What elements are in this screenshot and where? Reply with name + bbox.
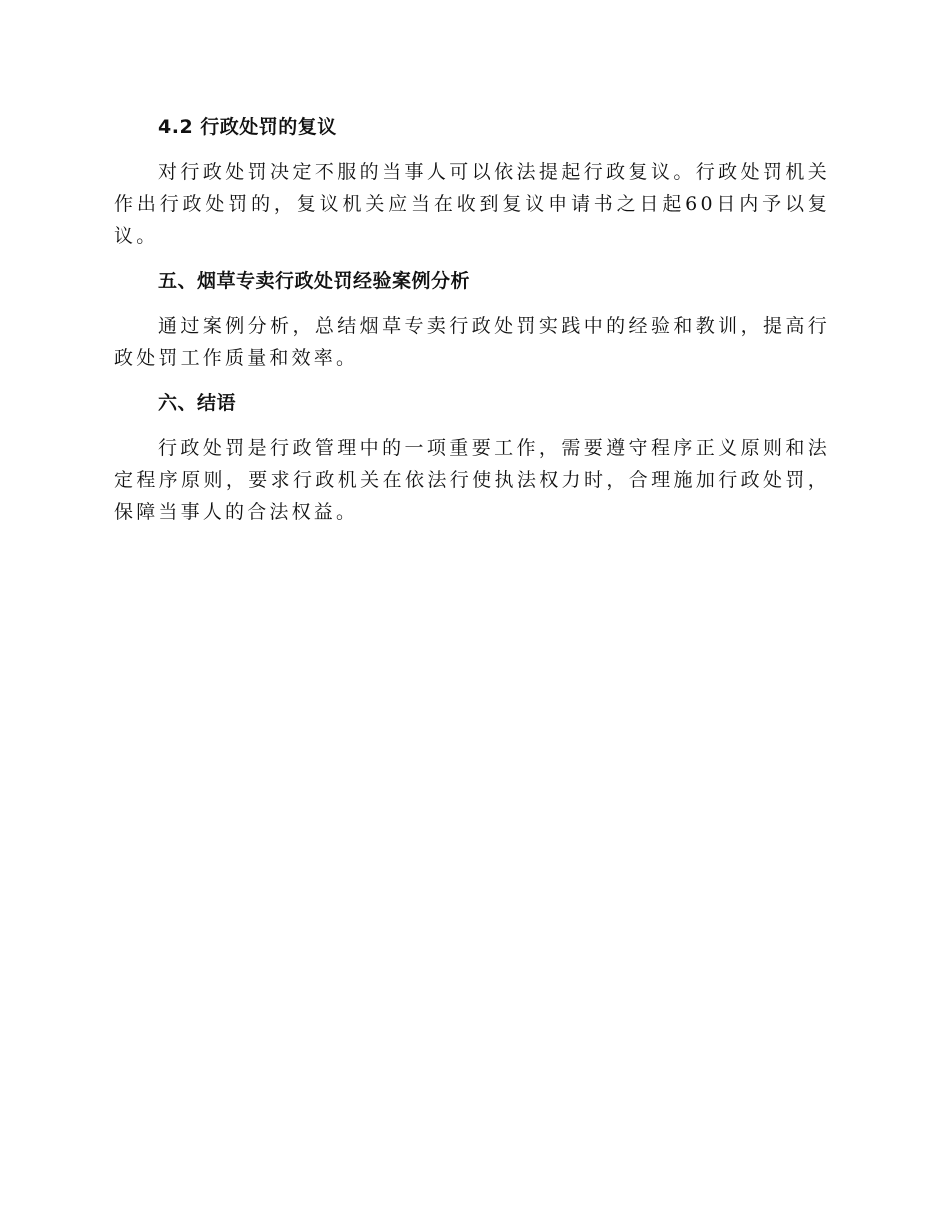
section-paragraph-5: 通过案例分析，总结烟草专卖行政处罚实践中的经验和教训，提高行政处罚工作质量和效率。 [114,315,830,369]
section-heading-4-2: 4.2 行政处罚的复议 [158,116,337,138]
section-heading-5: 五、烟草专卖行政处罚经验案例分析 [158,270,471,292]
section-heading-6: 六、结语 [158,392,237,414]
section-paragraph-4-2: 对行政处罚决定不服的当事人可以依法提起行政复议。行政处罚机关作出行政处罚的，复议机关应当在收到复议申请书之日起60日内予以复议。 [114,161,830,247]
section-paragraph-6: 行政处罚是行政管理中的一项重要工作，需要遵守程序正义原则和法定程序原则，要求行政机关在依法行使执法权力时，合理施加行政处罚，保障当事人的合法权益。 [114,437,830,523]
document-body [114,112,830,542]
